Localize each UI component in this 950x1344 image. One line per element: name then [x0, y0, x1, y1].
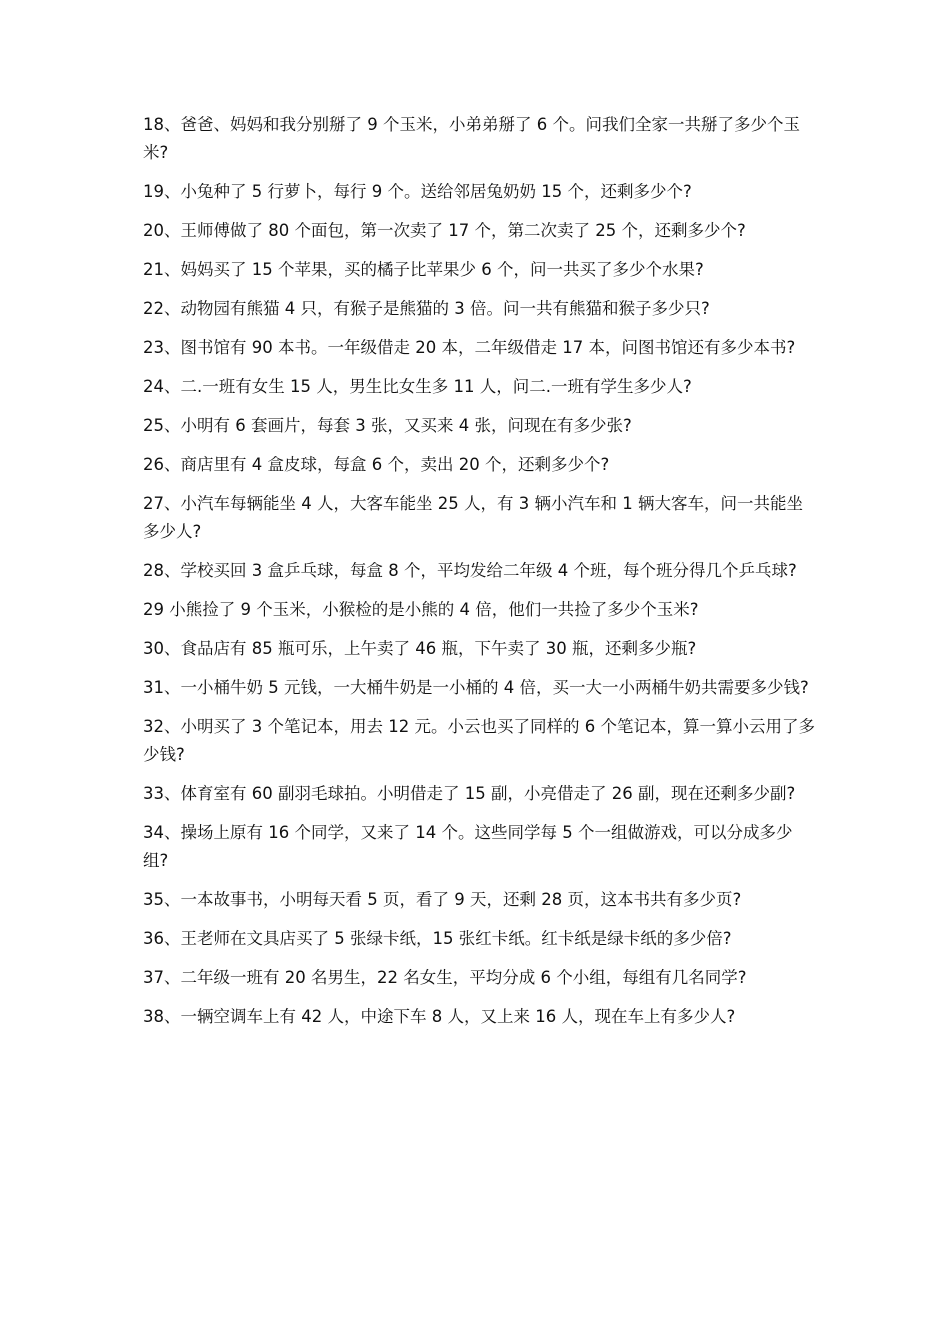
problem-23: 23、图书馆有 90 本书。一年级借走 20 本，二年级借走 17 本，问图书馆还有多少本书?	[143, 338, 796, 357]
problem-30: 30、食品店有 85 瓶可乐，上午卖了 46 瓶，下午卖了 30 瓶，还剩多少瓶?	[143, 639, 697, 658]
problem-18: 18、爸爸、妈妈和我分别掰了 9 个玉米，小弟弟掰了 6 个。问我们全家一共掰了多少个玉米?	[143, 115, 800, 162]
problem-27: 27、小汽车每辆能坐 4 人，大客车能坐 25 人，有 3 辆小汽车和 1 辆大客车，问一共能坐多少人?	[143, 494, 803, 541]
problem-34: 34、操场上原有 16 个同学，又来了 14 个。这些同学每 5 个一组做游戏，可以分成多少组?	[143, 823, 793, 870]
problem-28: 28、学校买回 3 盒乒乓球，每盒 8 个，平均发给二年级 4 个班，每个班分得几个乒乓球?	[143, 561, 797, 580]
problem-36: 36、王老师在文具店买了 5 张绿卡纸，15 张红卡纸。红卡纸是绿卡纸的多少倍?	[143, 929, 732, 948]
problem-24: 24、二.一班有女生 15 人，男生比女生多 11 人，问二.一班有学生多少人?	[143, 377, 692, 396]
problem-20: 20、王师傅做了 80 个面包，第一次卖了 17 个，第二次卖了 25 个，还剩多少个?	[143, 221, 746, 240]
problem-29: 29 小熊捡了 9 个玉米，小猴检的是小熊的 4 倍，他们一共捡了多少个玉米?	[143, 600, 699, 619]
problem-31: 31、一小桶牛奶 5 元钱，一大桶牛奶是一小桶的 4 倍，买一大一小两桶牛奶共需要多少钱?	[143, 678, 809, 697]
problem-25: 25、小明有 6 套画片，每套 3 张，又买来 4 张，问现在有多少张?	[143, 416, 632, 435]
problem-21: 21、妈妈买了 15 个苹果，买的橘子比苹果少 6 个，问一共买了多少个水果?	[143, 260, 704, 279]
problem-35: 35、一本故事书，小明每天看 5 页，看了 9 天，还剩 28 页，这本书共有多少页?	[143, 890, 742, 909]
word-problem-list	[143, 111, 815, 1042]
problem-38: 38、一辆空调车上有 42 人，中途下车 8 人，又上来 16 人，现在车上有多少人?	[143, 1007, 736, 1026]
problem-37: 37、二年级一班有 20 名男生，22 名女生，平均分成 6 个小组，每组有几名同学?	[143, 968, 747, 987]
problem-32: 32、小明买了 3 个笔记本，用去 12 元。小云也买了同样的 6 个笔记本，算一算小云用了多少钱?	[143, 717, 815, 764]
problem-22: 22、动物园有熊猫 4 只，有猴子是熊猫的 3 倍。问一共有熊猫和猴子多少只?	[143, 299, 710, 318]
problem-19: 19、小兔种了 5 行萝卜，每行 9 个。送给邻居兔奶奶 15 个，还剩多少个?	[143, 182, 692, 201]
problem-33: 33、体育室有 60 副羽毛球拍。小明借走了 15 副，小亮借走了 26 副，现在还剩多少副?	[143, 784, 796, 803]
problem-26: 26、商店里有 4 盒皮球，每盒 6 个，卖出 20 个，还剩多少个?	[143, 455, 610, 474]
